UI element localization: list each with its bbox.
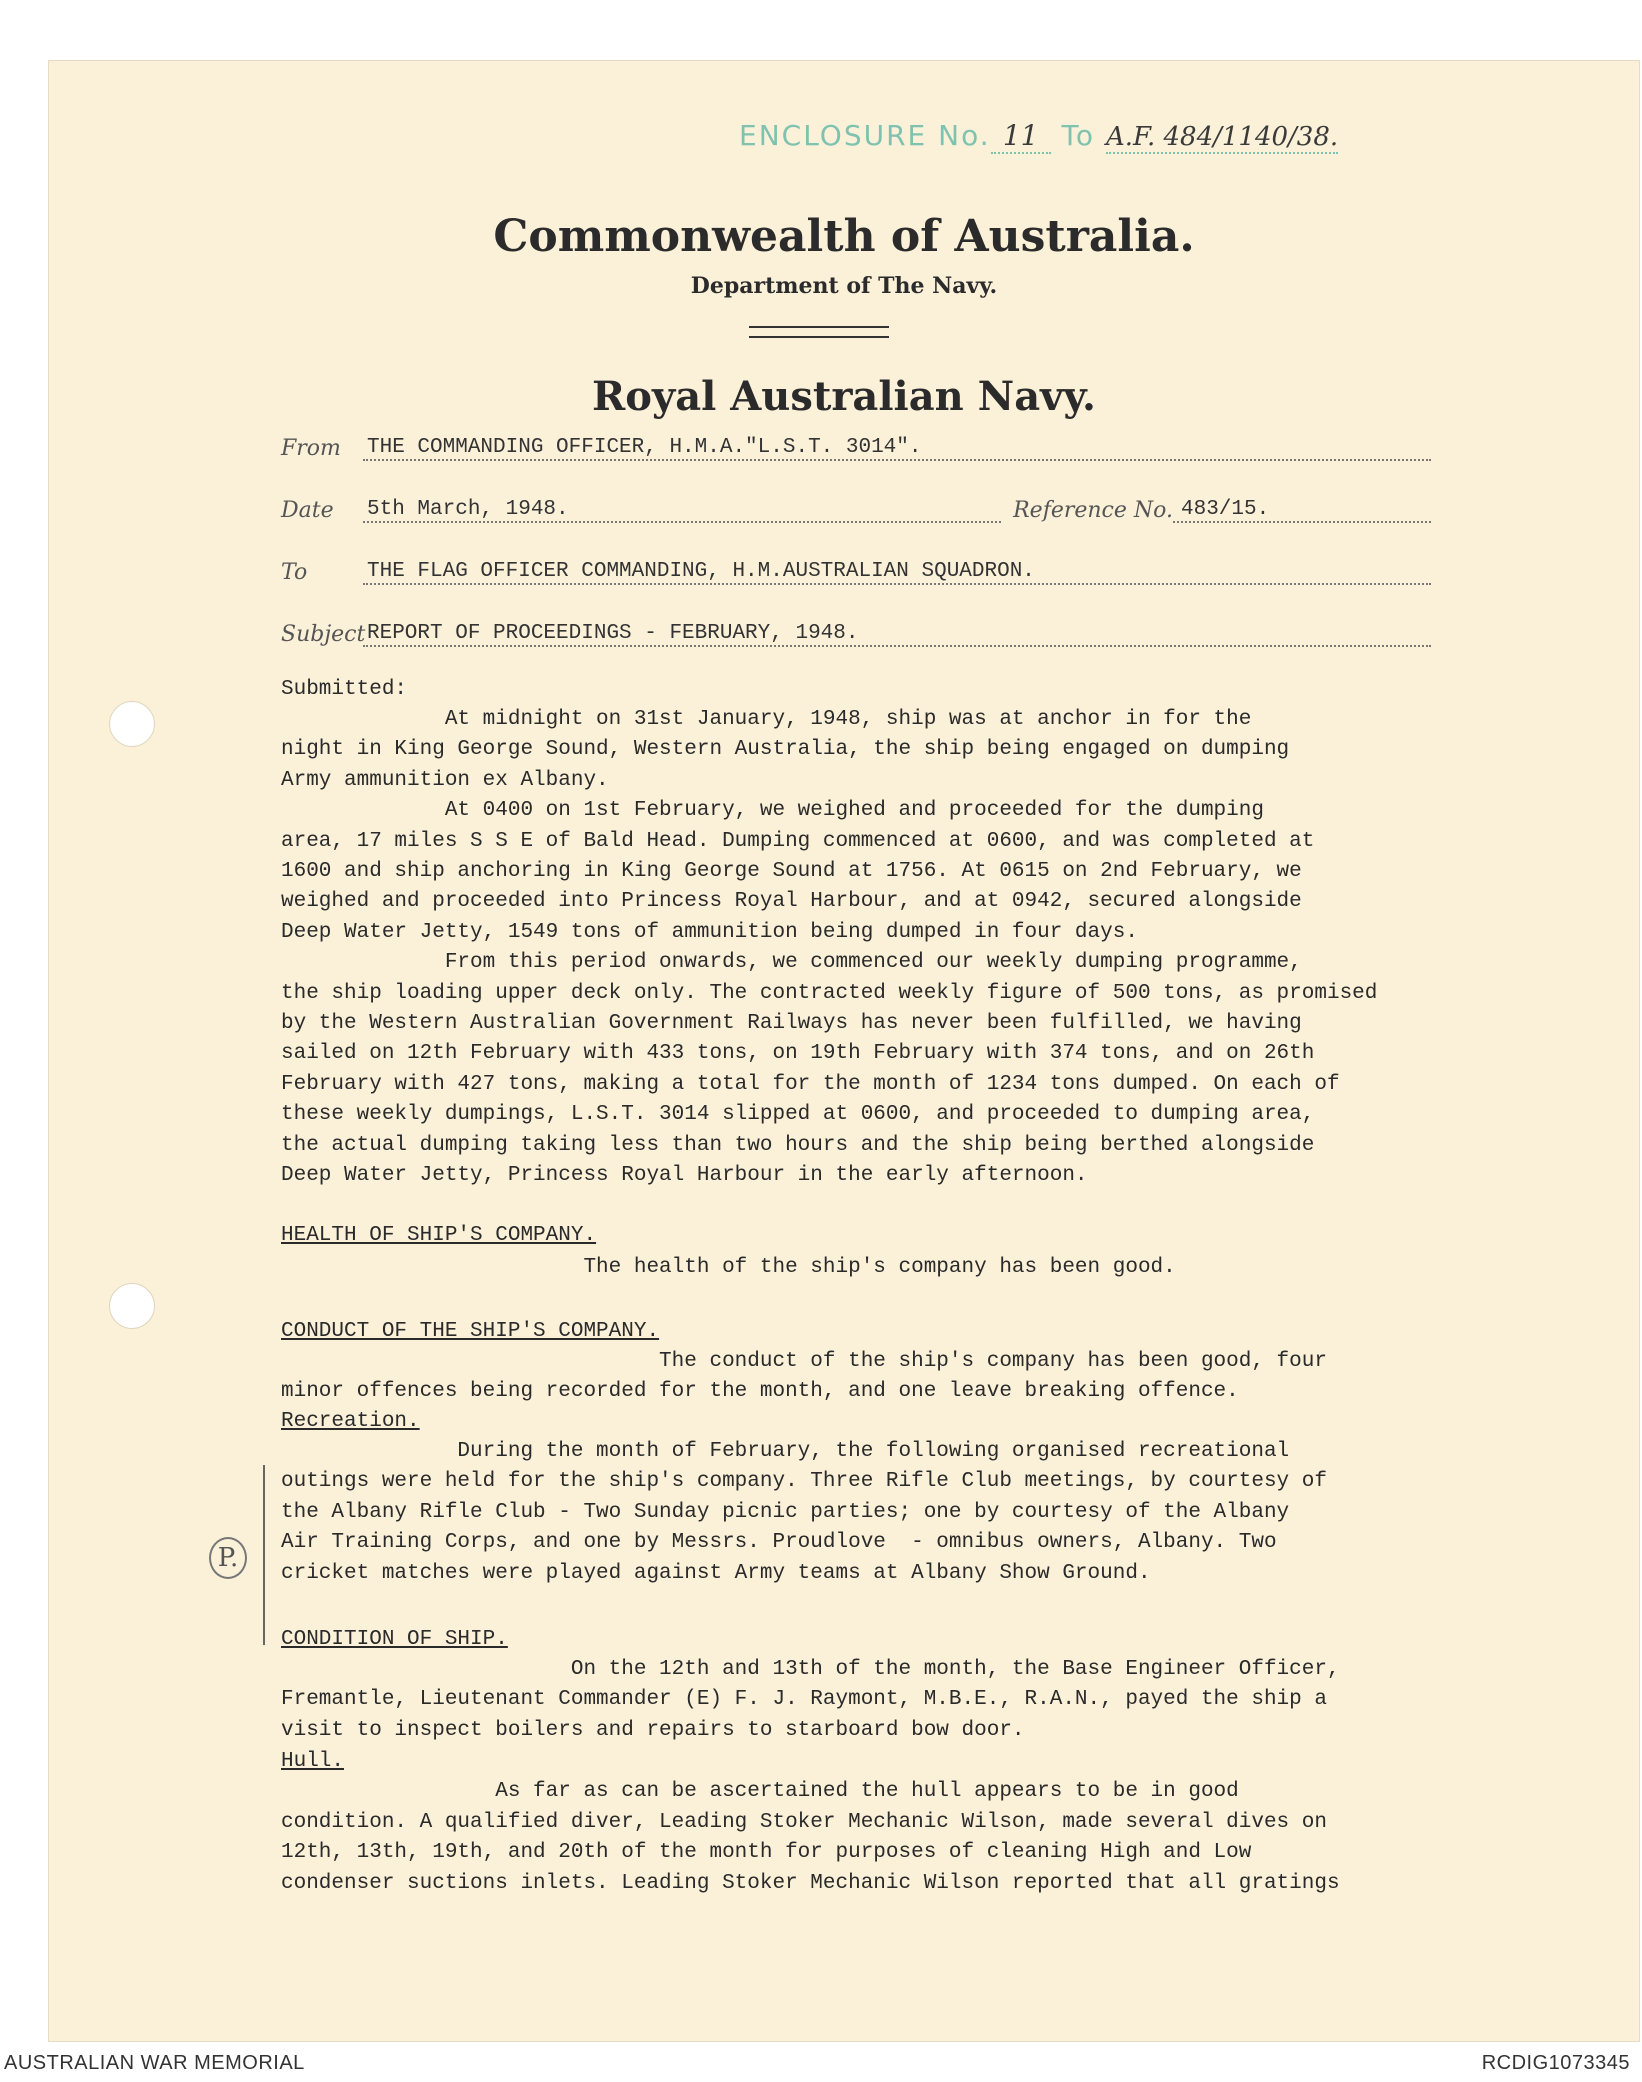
from-field <box>281 427 1431 461</box>
conduct-text: The conduct of the ship's company has been good, four minor offences being recorded for the month, and one leave breaking offence. <box>281 1350 1327 1404</box>
from-value: THE COMMANDING OFFICER, H.M.A."L.S.T. 3014". <box>363 436 1431 461</box>
recreation-text: During the month of February, the following organised recreational outings were held for the ship's company. Three Rifle Club meetings, by courtesy of the Albany Rifle Club - Two Sunday picnic parties; one by courtesy of the Albany Air Training Corps, and one by Messrs. Proudlove - omnibus owners, Albany. Two cricket matches were played against Army teams at Albany Show Ground. <box>281 1440 1327 1585</box>
condition-text: On the 12th and 13th of the month, the Base Engineer Officer, Fremantle, Lieutenant Commander (E) F. J. Raymont, M.B.E., R.A.N., payed the ship a visit to inspect boilers and repairs to starboard bow door. <box>281 1658 1340 1742</box>
letterhead-department: Department of The Navy. <box>690 273 998 299</box>
stamp-to: To <box>1061 119 1096 152</box>
letterhead-title: Commonwealth of Australia. <box>493 211 1195 262</box>
subject-value: REPORT OF PROCEEDINGS - FEBRUARY, 1948. <box>363 622 1431 647</box>
submitted-label: Submitted: <box>281 678 408 701</box>
from-label: From <box>281 436 341 461</box>
to-value: THE FLAG OFFICER COMMANDING, H.M.AUSTRALIAN SQUADRON. <box>363 560 1431 585</box>
health-text: The health of the ship's company has been good. <box>281 1256 1176 1279</box>
to-label: To <box>281 560 308 585</box>
proceedings-paragraph: At midnight on 31st January, 1948, ship was at anchor in for the night in King George Sound, Western Australia, the ship being engaged on dumping Army ammunition ex Albany. At 0400 on 1st February, we weighed and proceeded for the dumping area, 17 miles S S E of Bald Head. Dumping commenced at 0600, and was completed at 1600 and ship anchoring in King George Sound at 1756. At 0615 on 2nd February, we weighed and proceeded into Princess Royal Harbour, and at 0942, secured alongside Deep Water Jetty, 1549 tons of ammunition being dumped in four days. From this period onwards, we commenced our weekly dumping programme, the ship loading upper deck only. The contracted weekly figure of 500 tons, as promised by the Western Australian Government Railways has never been fulfilled, we having sailed on 12th February with 433 tons, on 19th February with 374 tons, and on 26th February with 427 tons, making a total for the month of 1234 tons dumped. On each of these weekly dumpings, L.S.T. 3014 slipped at 0600, and proceeded to dumping area, the actual dumping taking less than two hours and the ship being berthed alongside Deep Water Jetty, Princess Royal Harbour in the early afternoon. <box>281 708 1378 1188</box>
footer-record-id: RCDIG1073345 <box>1481 2052 1630 2074</box>
stamp-file-ref: A.F. 484/1140/38. <box>1105 122 1339 152</box>
stamp-number: 11 <box>991 119 1051 154</box>
condition-heading: CONDITION OF SHIP. <box>281 1628 508 1651</box>
date-value: 5th March, 1948. <box>363 498 1001 523</box>
letterhead-service: Royal Australian Navy. <box>592 373 1096 420</box>
date-reference-field <box>281 489 1431 523</box>
subject-label: Subject <box>281 622 366 647</box>
footer-archive-name: AUSTRALIAN WAR MEMORIAL <box>4 2052 305 2074</box>
punch-hole-bottom <box>109 1283 155 1329</box>
recreation-heading: Recreation. <box>281 1410 420 1433</box>
margin-bracket <box>263 1465 265 1645</box>
hull-text: As far as can be ascertained the hull appears to be in good condition. A qualified diver, Leading Stoker Mechanic Wilson, made several dives on 12th, 13th, 19th, and 20th of the month for purposes of cleaning High and Low condenser suctions inlets. Leading Stoker Mechanic Wilson reported that all gratings <box>281 1780 1340 1895</box>
health-heading: HEALTH OF SHIP'S COMPANY. <box>281 1224 597 1247</box>
document-page <box>48 60 1640 2042</box>
subject-field <box>281 613 1431 647</box>
to-field <box>281 551 1431 585</box>
date-label: Date <box>281 498 334 523</box>
letterhead-divider <box>749 326 889 338</box>
enclosure-stamp <box>739 119 1499 154</box>
hull-heading: Hull. <box>281 1750 345 1773</box>
conduct-heading: CONDUCT OF THE SHIP'S COMPANY. <box>281 1320 660 1343</box>
reference-value: 483/15. <box>1173 498 1431 523</box>
reference-label: Reference No. <box>1013 498 1173 523</box>
punch-hole-top <box>109 701 155 747</box>
stamp-prefix: ENCLOSURE No. <box>739 119 991 152</box>
margin-annotation: P. <box>209 1537 247 1579</box>
